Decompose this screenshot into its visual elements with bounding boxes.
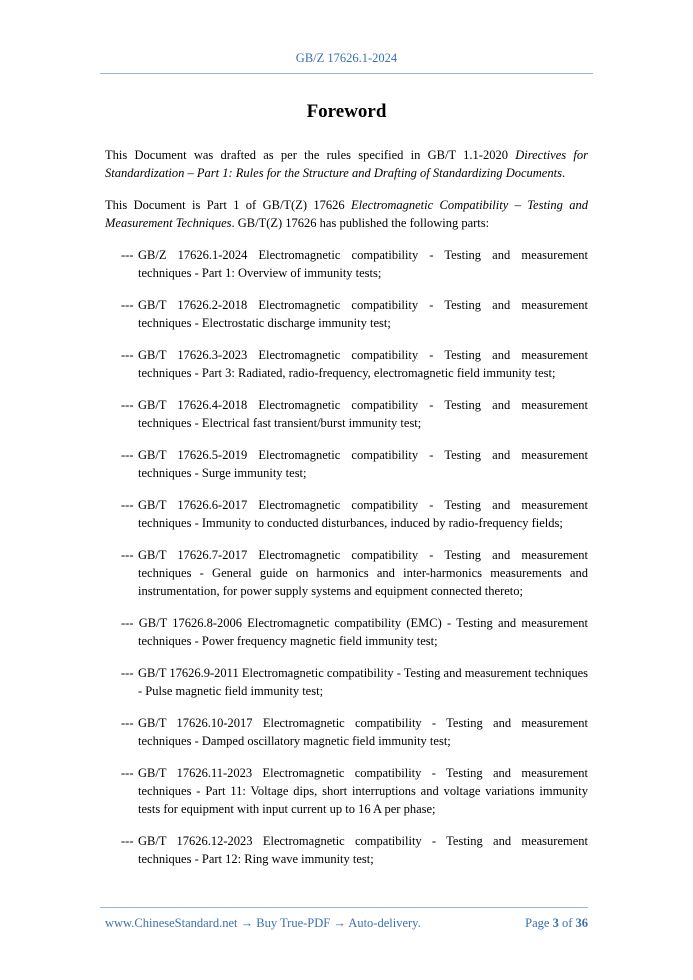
list-item <box>105 664 588 700</box>
list-dash: --- <box>121 548 134 562</box>
part-title: --- GB/T 17626.8-2006 Electromagnetic compatibility (EMC) - Testing and measurement techniques - Power frequency magnetic field immunity test; <box>121 616 588 648</box>
list-item <box>105 446 588 482</box>
paragraph-text: This Document is Part 1 of GB/T(Z) 17626 <box>105 198 351 212</box>
list-item <box>105 764 588 818</box>
footer-divider <box>100 907 588 908</box>
list-item <box>105 296 588 332</box>
part-title: GB/T 17626.5-2019 Electromagnetic compatibility - Testing and measurement techniques - Surge immunity test; <box>138 448 588 480</box>
series-title: Electromagnetic Compatibility – Testing and Measurement Techniques <box>105 198 588 230</box>
part-title: GB/T 17626.3-2023 Electromagnetic compatibility - Testing and measurement techniques - Part 3: Radiated, radio-frequency, electromagnetic field immunity test; <box>138 348 588 380</box>
part-title: GB/T 17626.10-2017 Electromagnetic compatibility - Testing and measurement techniques - Damped oscillatory magnetic field immunity test; <box>138 716 588 748</box>
list-item <box>105 614 588 650</box>
list-item <box>105 246 588 282</box>
header-divider <box>100 73 593 74</box>
part-title: GB/T 17626.7-2017 Electromagnetic compatibility - Testing and measurement techniques - General guide on harmonics and inter-harmonics measurements and instrumentation, for power supply systems and equipment connected thereto; <box>138 548 588 598</box>
part-title: GB/Z 17626.1-2024 Electromagnetic compatibility - Testing and measurement techniques - Part 1: Overview of immunity tests; <box>138 248 588 280</box>
part-title: GB/T 17626.2-2018 Electromagnetic compatibility - Testing and measurement techniques - Electrostatic discharge immunity test; <box>138 298 588 330</box>
list-dash: --- <box>121 298 134 312</box>
drafting-rules-paragraph <box>105 146 588 182</box>
series-paragraph <box>105 196 588 232</box>
part-title: GB/T 17626.6-2017 Electromagnetic compatibility - Testing and measurement techniques - Immunity to conducted disturbances, induced by radio-frequency fields; <box>138 498 588 530</box>
list-item <box>105 496 588 532</box>
total-pages: 36 <box>575 916 588 930</box>
directive-title: Directives for Standardization – Part 1: Rules for the Structure and Drafting of Standardizing Documents <box>105 148 588 180</box>
list-item <box>105 396 588 432</box>
list-dash: --- <box>121 666 134 680</box>
list-item <box>105 832 588 868</box>
store-link[interactable]: www.ChineseStandard.net → Buy True-PDF → Auto-delivery. <box>105 916 421 930</box>
list-item <box>105 346 588 382</box>
of-label: of <box>561 916 573 930</box>
paragraph-text: . <box>561 166 566 180</box>
part-title: GB/T 17626.11-2023 Electromagnetic compatibility - Testing and measurement techniques - Part 11: Voltage dips, short interruptions and voltage variations immunity tests for equipment with input current up to 16 A per phase; <box>138 766 588 816</box>
list-dash: --- <box>121 498 134 512</box>
part-title: GB/T 17626.9-2011 Electromagnetic compatibility - Testing and measurement techniques - Pulse magnetic field immunity test; <box>138 666 588 698</box>
list-dash: --- <box>121 348 134 362</box>
page-label: Page <box>525 916 550 930</box>
page-title: Foreword <box>306 101 387 122</box>
document-code-header: GB/Z 17626.1-2024 <box>295 51 398 65</box>
list-dash: --- <box>121 766 134 780</box>
list-item <box>105 714 588 750</box>
foreword-body <box>105 146 588 882</box>
paragraph-text: This Document was drafted as per the rules specified in GB/T 1.1-2020 <box>105 148 516 162</box>
list-dash: --- <box>121 448 134 462</box>
list-item <box>105 546 588 600</box>
list-dash: --- <box>121 248 134 262</box>
list-dash: --- <box>121 716 134 730</box>
page-indicator <box>525 916 588 931</box>
list-dash: --- <box>121 834 134 848</box>
paragraph-text: . GB/T(Z) 17626 has published the following parts: <box>231 216 490 230</box>
page-number: 3 <box>552 916 559 930</box>
list-dash: --- <box>121 398 134 412</box>
part-title: GB/T 17626.4-2018 Electromagnetic compatibility - Testing and measurement techniques - Electrical fast transient/burst immunity test; <box>138 398 588 430</box>
part-title: GB/T 17626.12-2023 Electromagnetic compatibility - Testing and measurement techniques - Part 12: Ring wave immunity test; <box>138 834 588 866</box>
